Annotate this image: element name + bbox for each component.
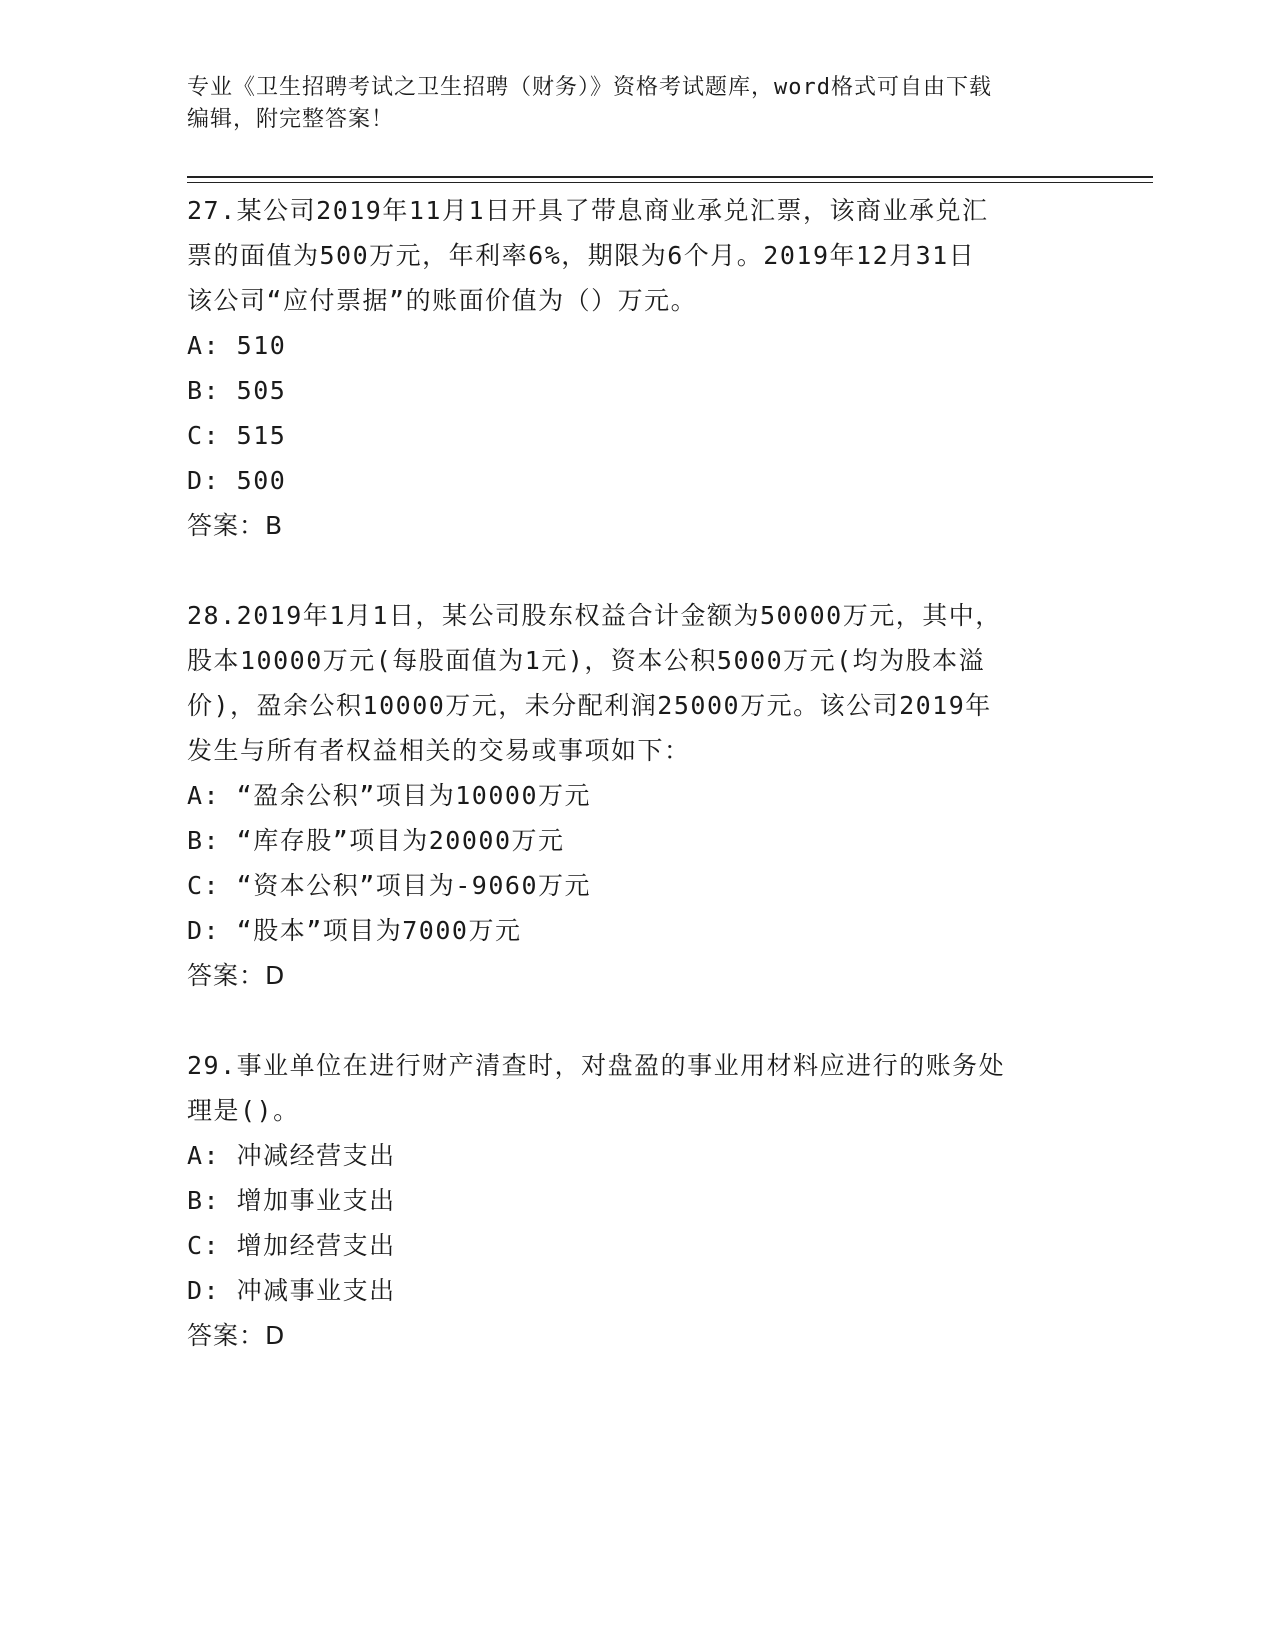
question-text-line: 票的面值为500万元，年利率6%，期限为6个月。2019年12月31日 bbox=[187, 241, 976, 270]
option-b: B: 增加事业支出 bbox=[187, 1186, 396, 1215]
option-a: A: “盈余公积”项目为10000万元 bbox=[187, 781, 592, 810]
header-line-1: 专业《卫生招聘考试之卫生招聘（财务）》资格考试题库，word格式可自由下载 bbox=[187, 75, 992, 100]
question-text-line: 发生与所有者权益相关的交易或事项如下： bbox=[187, 736, 691, 765]
answer: 答案：B bbox=[187, 511, 284, 540]
question-text-line: 股本10000万元(每股面值为1元)，资本公积5000万元(均为股本溢 bbox=[187, 646, 986, 675]
option-a: A: 冲减经营支出 bbox=[187, 1141, 396, 1170]
header-rule-thin bbox=[187, 182, 1153, 183]
question-text-line: 理是()。 bbox=[187, 1096, 300, 1125]
option-b: B: 505 bbox=[187, 376, 287, 405]
option-c: C: 515 bbox=[187, 421, 287, 450]
option-c: C: “资本公积”项目为-9060万元 bbox=[187, 871, 592, 900]
question-text-line: 28.2019年1月1日，某公司股东权益合计金额为50000万元，其中， bbox=[187, 601, 1002, 630]
question-text-line: 27.某公司2019年11月1日开具了带息商业承兑汇票，该商业承兑汇 bbox=[187, 196, 989, 225]
header-line-2: 编辑，附完整答案！ bbox=[187, 107, 395, 132]
answer: 答案：D bbox=[187, 1321, 286, 1350]
option-b: B: “库存股”项目为20000万元 bbox=[187, 826, 565, 855]
header-rule-thick bbox=[187, 176, 1153, 178]
question-text-line: 价)，盈余公积10000万元，未分配利润25000万元。该公司2019年 bbox=[187, 691, 992, 720]
document-header bbox=[187, 72, 1067, 136]
question-text-line: 29.事业单位在进行财产清查时，对盘盈的事业用材料应进行的账务处 bbox=[187, 1051, 1006, 1080]
question-text-line: 该公司“应付票据”的账面价值为（）万元。 bbox=[187, 286, 698, 315]
option-d: D: 冲减事业支出 bbox=[187, 1276, 396, 1305]
option-d: D: 500 bbox=[187, 466, 287, 495]
question-29 bbox=[187, 1043, 1077, 1358]
option-c: C: 增加经营支出 bbox=[187, 1231, 396, 1260]
question-27 bbox=[187, 188, 1077, 548]
question-list bbox=[187, 188, 1077, 1403]
option-a: A: 510 bbox=[187, 331, 287, 360]
option-d: D: “股本”项目为7000万元 bbox=[187, 916, 522, 945]
question-28 bbox=[187, 593, 1077, 998]
answer: 答案：D bbox=[187, 961, 286, 990]
